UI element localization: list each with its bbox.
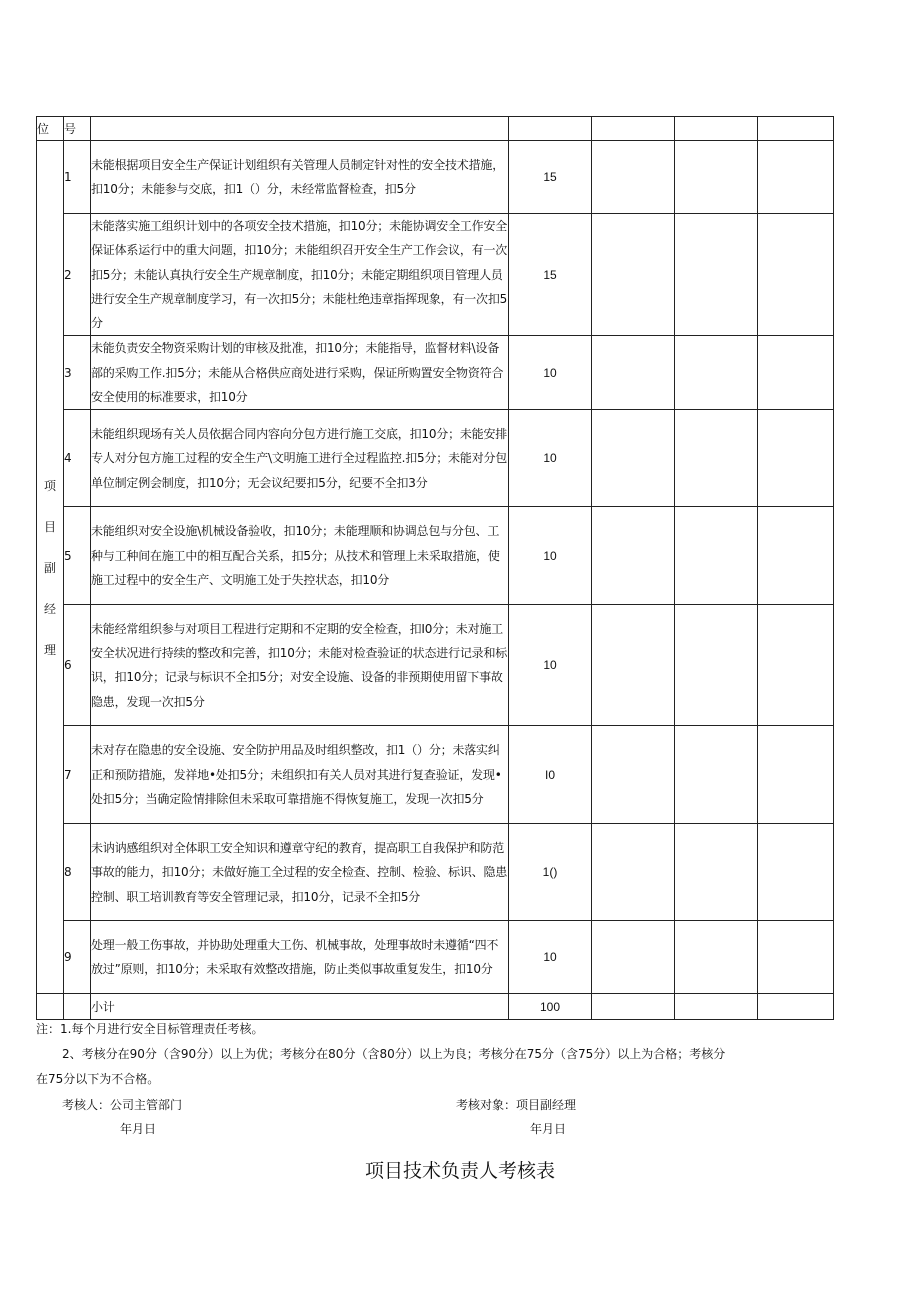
row-score: 10: [509, 410, 592, 507]
empty-cell: [675, 726, 758, 824]
subtotal-row: [37, 994, 834, 1020]
empty-cell: [592, 921, 675, 994]
table-row: [37, 214, 834, 336]
role-char: 目: [43, 519, 56, 534]
row-number: 9: [64, 921, 91, 994]
empty-cell: [758, 507, 834, 605]
empty-cell: [592, 410, 675, 507]
empty-cell: [675, 921, 758, 994]
empty-cell: [592, 726, 675, 824]
empty-cell: [592, 141, 675, 214]
empty-cell: [758, 141, 834, 214]
header-score: [509, 117, 592, 141]
subtotal-label: 小计: [91, 994, 509, 1020]
empty-cell: [592, 214, 675, 336]
subtotal-score: 100: [509, 994, 592, 1020]
empty-cell: [758, 994, 834, 1020]
row-number: 5: [64, 507, 91, 605]
role-label: [37, 465, 63, 670]
note-2-line-1: 2、考核分在90分（含90分）以上为优；考核分在80分（含80分）以上为良；考核分在75分（含75分）以上为合格；考核分: [62, 1047, 726, 1061]
table-row: [37, 410, 834, 507]
row-score: I0: [509, 726, 592, 824]
role-char: 经: [43, 601, 56, 616]
header-row: [37, 117, 834, 141]
empty-cell: [758, 214, 834, 336]
next-form-title: 项目技术负责人考核表: [364, 1160, 555, 1182]
row-number: 1: [64, 141, 91, 214]
empty-cell: [675, 336, 758, 410]
assessee-date: 年月日: [530, 1122, 567, 1136]
table-row: [37, 921, 834, 994]
header-extra-2: [675, 117, 758, 141]
table-row: [37, 824, 834, 921]
row-content: 未能落实施工组织计划中的各项安全技术措施，扣10分；未能协调安全工作安全保证体系运行中的重大问题，扣10分；未能组织召开安全生产工作会议，有一次扣5分；未能认真执行安全生产规章制度，扣10分；未能定期组织项目管理人员进行安全生产规章制度学习，有一次扣5分；未能杜绝违章指挥现象，有一次扣5分: [91, 214, 509, 336]
table-row: [37, 336, 834, 410]
row-content: 未能经常组织参与对项目工程进行定期和不定期的安全检查，扣I0分；未对施工安全状况进行持续的整改和完善，扣10分；未能对检查验证的状态进行记录和标识，扣10分；记录与标识不全扣5分；对安全设施、设备的非预期使用留下事故隐患，发现一次扣5分: [91, 605, 509, 726]
row-score: 10: [509, 921, 592, 994]
empty-cell: [758, 336, 834, 410]
row-content: 未能根据项目安全生产保证计划组织有关管理人员制定针对性的安全技术措施，扣10分；未能参与交底，扣1（）分，未经常监督检查，扣5分: [91, 141, 509, 214]
row-score: 1(): [509, 824, 592, 921]
evaluation-table: [36, 116, 834, 1020]
row-number: 6: [64, 605, 91, 726]
row-content: 未讷讷感组织对全体职工安全知识和遵章守纪的教育，提高职工自我保护和防范事故的能力，扣10分；未做好施工全过程的安全检查、控制、检验、标识、隐患控制、职工培训教育等安全管理记录，扣10分，记录不全扣5分: [91, 824, 509, 921]
role-char: 理: [43, 642, 56, 657]
row-content: 未能组织对安全设施\机械设备验收，扣10分；未能理顺和协调总包与分包、工种与工种间在施工中的相互配合关系，扣5分；从技术和管理上未采取措施，使施工过程中的安全生产、文明施工处于失控状态，扣10分: [91, 507, 509, 605]
assessee-label: 考核对象：项目副经理: [456, 1098, 577, 1112]
row-score: 15: [509, 214, 592, 336]
table-row: [37, 726, 834, 824]
empty-cell: [592, 336, 675, 410]
row-score: 15: [509, 141, 592, 214]
role-char: 项: [43, 478, 56, 493]
assessor-label: 考核人：公司主管部门: [62, 1098, 183, 1112]
note-2-line-2: 在75分以下为不合格。: [36, 1072, 160, 1086]
empty-cell: [758, 410, 834, 507]
assessor-date: 年月日: [120, 1122, 157, 1136]
empty-cell: [675, 410, 758, 507]
row-number: 3: [64, 336, 91, 410]
row-score: 10: [509, 605, 592, 726]
empty-cell: [758, 921, 834, 994]
empty-cell: [37, 994, 64, 1020]
empty-cell: [675, 507, 758, 605]
empty-cell: [592, 507, 675, 605]
row-content: 未对存在隐患的安全设施、安全防护用品及时组织整改，扣1（）分；未落实纠正和预防措施，发祥地•处扣5分；未组织扣有关人员对其进行复查验证，发现•处扣5分；当确定险情排除但未采取可靠措施不得恢复施工，发现一次扣5分: [91, 726, 509, 824]
empty-cell: [592, 824, 675, 921]
empty-cell: [675, 141, 758, 214]
row-number: 2: [64, 214, 91, 336]
empty-cell: [64, 994, 91, 1020]
header-extra-1: [592, 117, 675, 141]
empty-cell: [758, 605, 834, 726]
table-row: [37, 141, 834, 214]
row-score: 10: [509, 336, 592, 410]
role-cell: [37, 141, 64, 994]
empty-cell: [592, 605, 675, 726]
row-content: 未能负责安全物资采购计划的审核及批准，扣10分；未能指导，监督材料\设备部的采购工作.扣5分；未能从合格供应商处进行采购，保证所购置安全物资符合安全使用的标准要求，扣10分: [91, 336, 509, 410]
empty-cell: [592, 994, 675, 1020]
row-number: 4: [64, 410, 91, 507]
row-number: 7: [64, 726, 91, 824]
empty-cell: [675, 214, 758, 336]
row-score: 10: [509, 507, 592, 605]
header-extra-3: [758, 117, 834, 141]
header-position: 位: [37, 117, 64, 141]
header-content: [91, 117, 509, 141]
note-1: 注：1.每个月进行安全目标管理责任考核。: [36, 1022, 264, 1036]
row-number: 8: [64, 824, 91, 921]
empty-cell: [758, 726, 834, 824]
empty-cell: [675, 605, 758, 726]
table-row: [37, 605, 834, 726]
empty-cell: [758, 824, 834, 921]
row-content: 未能组织现场有关人员依据合同内容向分包方进行施工交底，扣10分；未能安排专人对分包方施工过程的安全生产\文明施工进行全过程监控.扣5分；未能对分包单位制定例会制度，扣10分；无会议纪要扣5分，纪要不全扣3分: [91, 410, 509, 507]
header-number: 号: [64, 117, 91, 141]
row-content: 处理一般工伤事故，并协助处理重大工伤、机械事故，处理事故时未遵循“四不放过”原则，扣10分；未采取有效整改措施，防止类似事故重复发生，扣10分: [91, 921, 509, 994]
empty-cell: [675, 824, 758, 921]
role-char: 副: [43, 560, 56, 575]
empty-cell: [675, 994, 758, 1020]
table-row: [37, 507, 834, 605]
